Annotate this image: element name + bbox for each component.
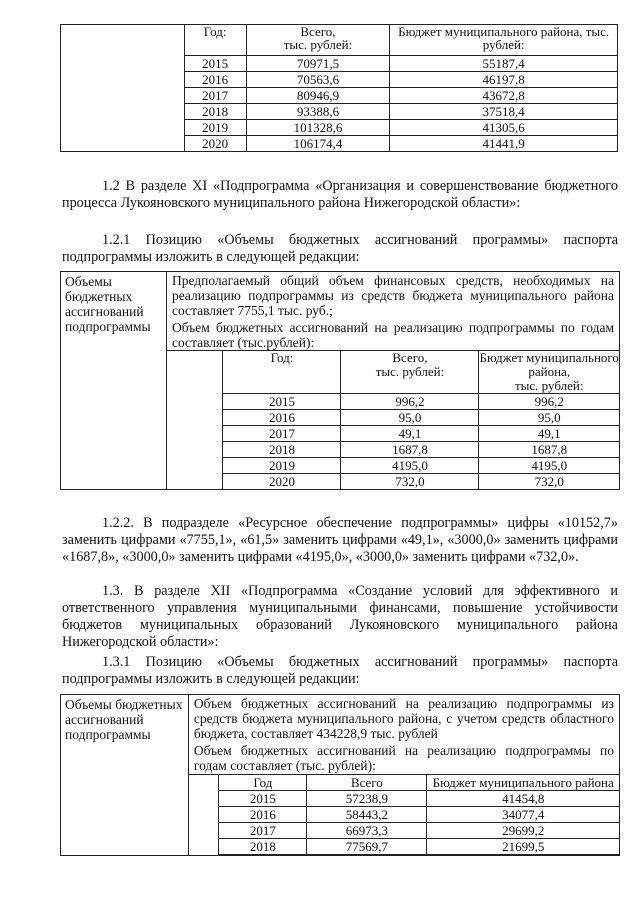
- col-header-total: Всего, тыс. рублей:: [246, 25, 390, 56]
- table-row: 2020 106174,4 41441,9: [61, 136, 618, 152]
- budget-table-1: [60, 24, 618, 152]
- table-label: Объемы бюджетных ассигнований подпрограммы: [61, 272, 167, 490]
- budget-table-2: [60, 271, 620, 490]
- paragraph-1-3-1: 1.3.1 Позицию «Объемы бюджетных ассигнований программы» паспорта подпрограммы изложить в следующей редакции:: [62, 654, 618, 687]
- table-row: 2015 996,2 996,2: [167, 394, 619, 410]
- table-row: 2017 80946,9 43672,8: [61, 88, 618, 104]
- table-row: 2018 77569,7 21699,5: [189, 839, 619, 855]
- table-row: 2019 4195,0 4195,0: [167, 458, 619, 474]
- table-spacer: [61, 25, 185, 152]
- table-description: Объем бюджетных ассигнований на реализацию подпрограммы из средств бюджета муниципального района, с учетом средств областного бюджета, составляет 434228,9 тыс. рублей: [193, 696, 614, 741]
- col-header-municipal: Бюджет муниципального района, тыс. рублей:: [479, 350, 619, 393]
- budget-table-3: [60, 694, 620, 856]
- table-row: 2019 101328,6 41305,6: [61, 120, 618, 136]
- table-spacer: [189, 775, 219, 855]
- table-row: 2016 70563,6 46197,8: [61, 72, 618, 88]
- table-row: 2015 70971,5 55187,4: [61, 56, 618, 72]
- table-row: 2016 58443,2 34077,4: [189, 807, 619, 823]
- col-header-municipal: Бюджет муниципального района, тыс. рублей:: [390, 25, 618, 56]
- col-header-municipal: Бюджет муниципального района: [427, 775, 619, 791]
- table-row: 2020 732,0 732,0: [167, 474, 619, 490]
- inner-table: [189, 774, 619, 855]
- table-label: Объемы бюджетных ассигнований подпрограммы: [61, 695, 189, 856]
- table-row: 2017 49,1 49,1: [167, 426, 619, 442]
- paragraph-1-2: 1.2 В разделе XI «Подпрограмма «Организация и совершенствование бюджетного процесса Лукояновского муниципального района Нижегородской области»:: [62, 178, 618, 211]
- table-description: Предполагаемый общий объем финансовых средств, необходимых на реализацию подпрограммы из средств бюджета муниципального района составляет 7755,1 тыс. руб.;: [171, 273, 614, 318]
- table-spacer: [167, 351, 223, 490]
- table-description: Объем бюджетных ассигнований на реализацию подпрограммы по годам составляет (тыс. рублей):: [193, 743, 614, 773]
- table-row: 2018 93388,6 37518,4: [61, 104, 618, 120]
- col-header-year: Год: [219, 775, 307, 791]
- table-row: 2016 95,0 95,0: [167, 410, 619, 426]
- paragraph-1-3: 1.3. В разделе XII «Подпрограмма «Создание условий для эффективного и ответственного управления муниципальными финансами, повышение устойчивости бюджетов муниципальных образований Лукояновского муниципального района Нижегородской области»:: [62, 583, 618, 650]
- table-row: 2017 66973,3 29699,2: [189, 823, 619, 839]
- paragraph-1-2-2: 1.2.2. В подразделе «Ресурсное обеспечение подпрограммы» цифры «10152,7» заменить цифрами «7755,1», «61,5» заменить цифрами «49,1», «3000,0» заменить цифрами «1687,8», «3000,0» заменить цифрами «4195,0», «3000,0» заменить цифрами «732,0».: [62, 515, 618, 565]
- col-header-year: Год:: [223, 351, 341, 394]
- col-header-total: Всего, тыс. рублей:: [341, 351, 479, 394]
- table-description: Объем бюджетных ассигнований на реализацию подпрограммы по годам составляет (тыс.рублей):: [171, 320, 614, 350]
- inner-table: [167, 350, 619, 489]
- col-header-year: Год:: [184, 25, 246, 56]
- paragraph-1-2-1: 1.2.1 Позицию «Объемы бюджетных ассигнований программы» паспорта подпрограммы изложить в следующей редакции:: [62, 232, 618, 265]
- table-row: 2018 1687,8 1687,8: [167, 442, 619, 458]
- col-header-total: Всего: [307, 775, 427, 791]
- table-row: 2015 57238,9 41454,8: [189, 791, 619, 807]
